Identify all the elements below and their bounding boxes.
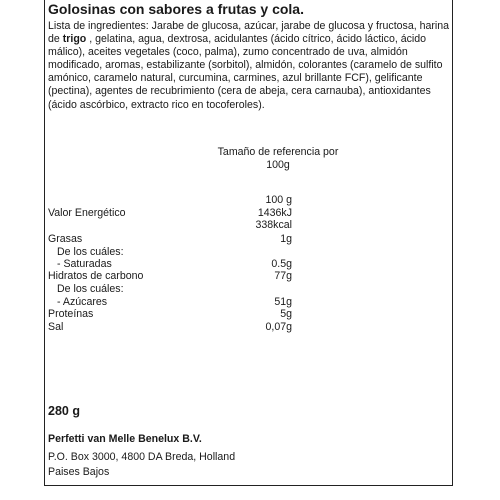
nutrient-value: 0,07g — [265, 321, 292, 333]
nutrient-label: - Saturadas — [57, 258, 112, 270]
allergen-trigo: trigo — [62, 33, 87, 46]
ingredients-text-1: Lista de ingredientes: Jarabe de glucosa, azúcar, jarabe de glucosa y fructosa, harina de — [48, 20, 450, 46]
nutrition-row — [48, 308, 450, 321]
nutrition-row — [48, 194, 450, 207]
nutrition-row — [48, 283, 450, 296]
nutrient-value: 100 g — [265, 194, 292, 206]
reference-size-line-2: 100g — [266, 159, 290, 171]
nutrition-row — [48, 219, 450, 232]
nutrient-value: 51g — [274, 296, 292, 308]
nutrient-label: Valor Energético — [48, 207, 126, 219]
nutrient-label: De los cuáles: — [57, 246, 124, 258]
reference-size-header — [200, 146, 356, 172]
nutrient-label: - Azúcares — [57, 296, 108, 308]
company-address-line-1: P.O. Box 3000, 4800 DA Breda, Holland — [48, 451, 236, 463]
nutrient-value: 77g — [274, 270, 292, 282]
product-title: Golosinas con sabores a frutas y cola. — [48, 1, 304, 17]
company-name: Perfetti van Melle Benelux B.V. — [48, 433, 202, 445]
nutrient-label: Sal — [48, 321, 64, 333]
nutrition-row — [48, 321, 450, 334]
nutrient-label: Grasas — [48, 233, 83, 245]
nutrient-label: De los cuáles: — [57, 283, 124, 295]
nutrient-label: Hidratos de carbono — [48, 270, 144, 282]
nutrition-row — [48, 270, 450, 283]
company-address-line-2: Paises Bajos — [48, 466, 110, 478]
nutrient-value: 5g — [280, 308, 292, 320]
nutrient-value: 338kcal — [255, 219, 292, 231]
nutrient-value: 1g — [280, 233, 292, 245]
net-weight: 280 g — [48, 404, 80, 418]
ingredients-text-2: , gelatina, agua, dextrosa, acidulantes (ácido cítrico, ácido láctico, ácido málico), aceites vegetales (coco, palma), zumo concentrado de uva, almidón modificado, aromas, estabilizante (sorbitol), almidón, colorantes (caramelo de sulfito amónico, caramelo natural, curcumina, carmines, azul brillante FCF), gelificante (pectina), agentes de recubrimiento (cera de abeja, cera carnauba), antioxidantes (ácido ascórbico, extracto rico en tocoferoles). — [48, 33, 443, 111]
nutrient-label: Proteínas — [48, 308, 94, 320]
nutrition-row — [48, 233, 450, 246]
nutrient-value: 0.5g — [271, 258, 292, 270]
nutrient-value: 1436kJ — [257, 207, 292, 219]
ingredients-list — [48, 20, 450, 112]
reference-size-line-1: Tamaño de referencia por — [217, 146, 339, 158]
